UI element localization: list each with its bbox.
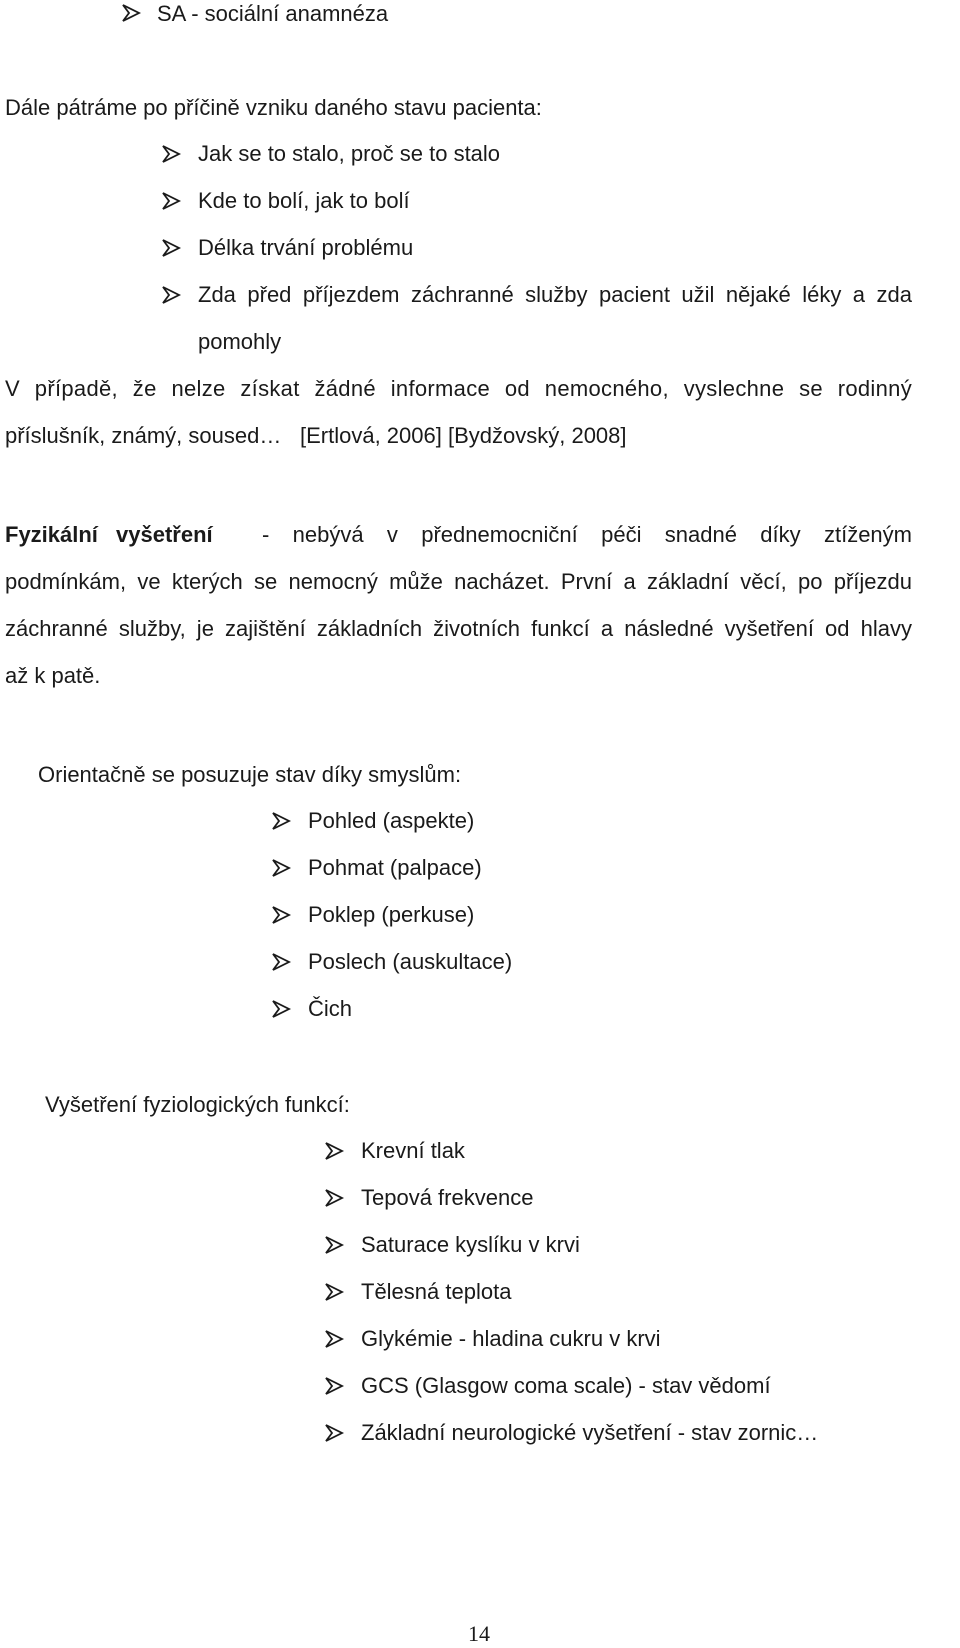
arrowhead-bullet-icon: [160, 143, 182, 165]
arrowhead-bullet-icon: [160, 284, 182, 306]
arrowhead-bullet-icon: [160, 190, 182, 212]
list-item: Tělesná teplota: [361, 1279, 512, 1304]
page-number: 14: [468, 1621, 490, 1646]
arrowhead-bullet-icon: [270, 857, 292, 879]
functions-intro: Vyšetření fyziologických funkcí:: [45, 1092, 350, 1117]
list-item: Glykémie - hladina cukru v krvi: [361, 1326, 661, 1351]
list-item: Krevní tlak: [361, 1138, 465, 1163]
arrowhead-bullet-icon: [160, 237, 182, 259]
arrowhead-bullet-icon: [323, 1140, 345, 1162]
arrowhead-bullet-icon: [270, 998, 292, 1020]
senses-intro: Orientačně se posuzuje stav díky smyslům:: [38, 762, 462, 787]
exam-para-line: záchranné služby, je zajištění základních životních funkcí a následné vyšetření od hlavy: [5, 616, 912, 641]
arrowhead-bullet-icon: [270, 904, 292, 926]
list-item: Poklep (perkuse): [308, 902, 475, 927]
exam-para-line: až k patě.: [5, 663, 101, 688]
arrowhead-bullet-icon: [120, 2, 142, 24]
family-para-line: příslušník, známý, soused…: [5, 423, 282, 448]
arrowhead-bullet-icon: [323, 1422, 345, 1444]
list-item: Kde to bolí, jak to bolí: [198, 188, 410, 213]
list-item: Zda před příjezdem záchranné služby pacient užil nějaké léky a zda: [198, 282, 912, 307]
list-item: Poslech (auskultace): [308, 949, 513, 974]
list-item-continuation: pomohly: [198, 329, 282, 354]
family-para-line: V případě, že nelze získat žádné informace od nemocného, vyslechne se rodinný: [5, 376, 912, 401]
list-item: Pohled (aspekte): [308, 808, 475, 833]
list-item: Tepová frekvence: [361, 1185, 534, 1210]
exam-heading: Fyzikální vyšetření: [5, 522, 213, 547]
citation: [Ertlová, 2006] [Bydžovský, 2008]: [300, 423, 627, 448]
arrowhead-bullet-icon: [323, 1234, 345, 1256]
list-item: Jak se to stalo, proč se to stalo: [198, 141, 501, 166]
list-item: Pohmat (palpace): [308, 855, 482, 880]
exam-para-line: - nebývá v přednemocniční péči snadné díky ztíženým: [262, 522, 912, 547]
sa-item-text: SA - sociální anamnéza: [157, 1, 389, 26]
exam-para-line: podmínkám, ve kterých se nemocný může nacházet. První a základní věcí, po příjezdu: [5, 569, 912, 594]
list-item: Délka trvání problému: [198, 235, 414, 260]
list-item: Základní neurologické vyšetření - stav zornic…: [361, 1420, 819, 1445]
arrowhead-bullet-icon: [323, 1328, 345, 1350]
arrowhead-bullet-icon: [323, 1281, 345, 1303]
arrowhead-bullet-icon: [270, 951, 292, 973]
arrowhead-bullet-icon: [323, 1375, 345, 1397]
arrowhead-bullet-icon: [270, 810, 292, 832]
list-item: Čich: [308, 996, 353, 1021]
arrowhead-bullet-icon: [323, 1187, 345, 1209]
list-item: Saturace kyslíku v krvi: [361, 1232, 580, 1257]
cause-intro: Dále pátráme po příčině vzniku daného stavu pacienta:: [5, 95, 542, 120]
list-item: GCS (Glasgow coma scale) - stav vědomí: [361, 1373, 771, 1398]
